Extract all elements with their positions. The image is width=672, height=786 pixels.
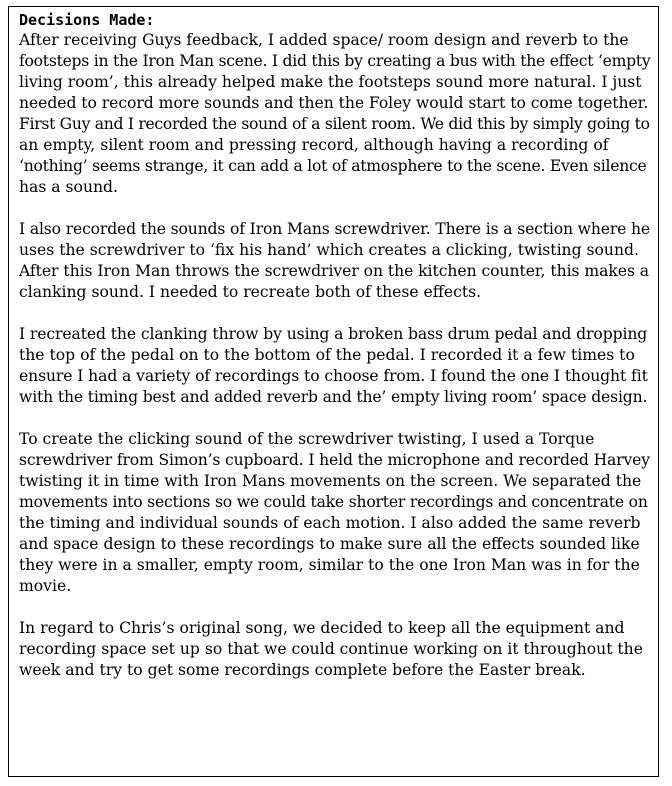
text-line: After receiving Guys feedback, I added space/ room design and reverb to the xyxy=(19,31,629,49)
paragraph-4 xyxy=(19,429,650,597)
text-line: movements into sections so we could take shorter recordings and concentrate on xyxy=(19,493,648,511)
text-line: To create the clicking sound of the screwdriver twisting, I used a Torque xyxy=(19,430,595,448)
text-line: they were in a smaller, empty room, similar to the one Iron Man was in for the xyxy=(19,556,640,574)
text-line: I recreated the clanking throw by using a broken bass drum pedal and dropping xyxy=(19,325,648,343)
text-line: ensure I had a variety of recordings to choose from. I found the one I thought fit xyxy=(19,367,648,385)
text-line: movie. xyxy=(19,577,72,595)
text-line: In regard to Chris’s original song, we decided to keep all the equipment and xyxy=(19,619,625,637)
text-line: twisting it in time with Iron Mans movements on the screen. We separated the xyxy=(19,472,642,490)
document-box xyxy=(8,6,659,777)
text-line: the top of the pedal on to the bottom of the pedal. I recorded it a few times to xyxy=(19,346,635,364)
text-line: an empty, silent room and pressing record, although having a recording of xyxy=(19,136,609,154)
text-line: After this Iron Man throws the screwdriver on the kitchen counter, this makes a xyxy=(19,262,650,280)
text-line: has a sound. xyxy=(19,178,118,196)
text-line: with the timing best and added reverb and the’ empty living room’ space design. xyxy=(19,388,648,406)
text-line: clanking sound. I needed to recreate both of these effects. xyxy=(19,283,482,301)
text-line: the timing and individual sounds of each motion. I also added the same reverb xyxy=(19,514,641,532)
text-line: recording space set up so that we could continue working on it throughout the xyxy=(19,640,643,658)
text-line: living room’, this already helped make the footsteps sound more natural. I just xyxy=(19,73,642,91)
text-line: screwdriver from Simon’s cupboard. I held the microphone and recorded Harvey xyxy=(19,451,650,469)
text-line: I also recorded the sounds of Iron Mans screwdriver. There is a section where he xyxy=(19,220,650,238)
text-line: ‘nothing’ seems strange, it can add a lot of atmosphere to the scene. Even silence xyxy=(19,157,647,175)
paragraph-1 xyxy=(19,30,650,198)
text-line: needed to record more sounds and then the Foley would start to come together. xyxy=(19,94,649,112)
section-heading: Decisions Made: xyxy=(19,11,155,29)
text-line: uses the screwdriver to ‘fix his hand’ which creates a clicking, twisting sound. xyxy=(19,241,639,259)
paragraph-3 xyxy=(19,324,650,408)
text-line: footsteps in the Iron Man scene. I did this by creating a bus with the effect ‘empty xyxy=(19,52,651,70)
paragraph-5 xyxy=(19,618,650,681)
text-line: week and try to get some recordings complete before the Easter break. xyxy=(19,661,586,679)
text-line: First Guy and I recorded the sound of a silent room. We did this by simply going to xyxy=(19,115,650,133)
paragraph-2 xyxy=(19,219,650,303)
text-line: and space design to these recordings to make sure all the effects sounded like xyxy=(19,535,640,553)
